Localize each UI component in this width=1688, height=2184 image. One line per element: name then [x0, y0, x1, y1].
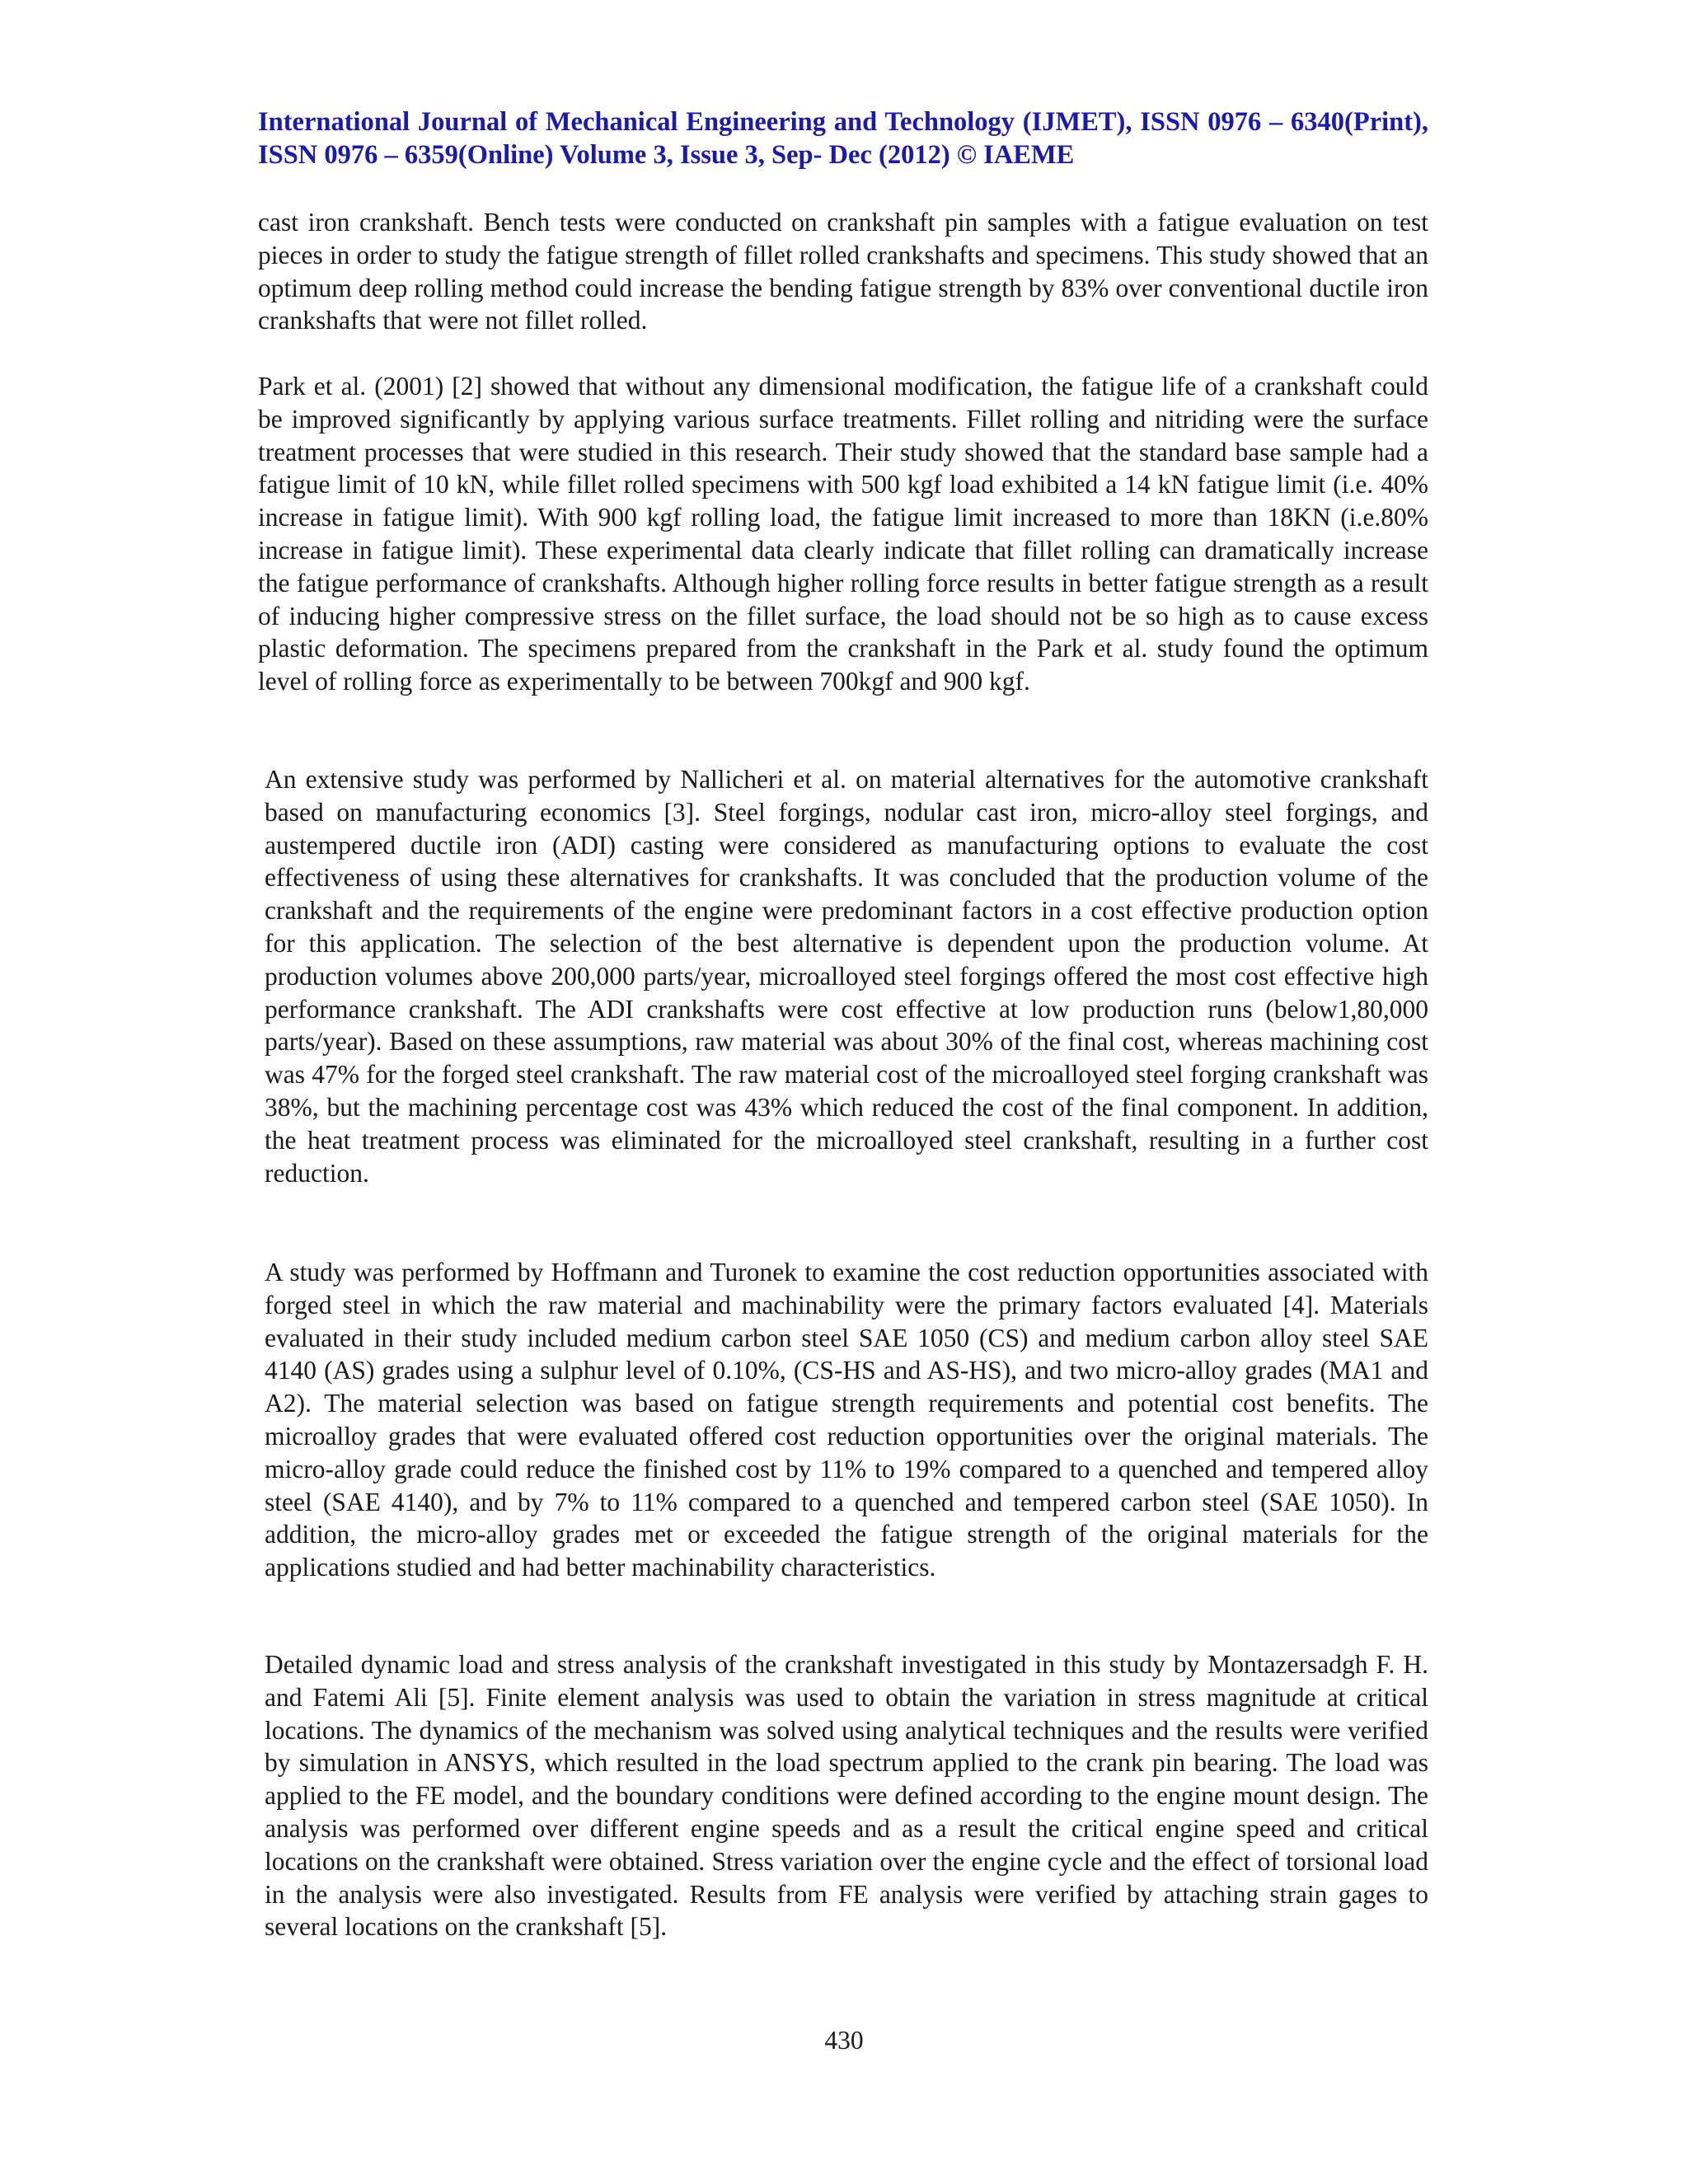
paragraph-fatigue-evaluation: cast iron crankshaft. Bench tests were conducted on crankshaft pin samples with a fatigue evaluation on test pieces in order to study the fatigue strength of fillet rolled crankshafts and specimens. This study showed that an optimum deep rolling method could increase the bending fatigue strength by 83% over conventional ductile iron crankshafts that were not fillet rolled. [258, 208, 1428, 335]
journal-header: International Journal of Mechanical Engineering and Technology (IJMET), ISSN 0976 – 6340(Print), ISSN 0976 – 6359(Online) Volume 3, Issue 3, Sep- Dec (2012) © IAEME [258, 107, 1428, 170]
paragraph-hoffmann-turonek-study: A study was performed by Hoffmann and Turonek to examine the cost reduction opportunities associated with forged steel in which the raw material and machinability were the primary factors evaluated [4]. Materials evaluated in their study included medium carbon steel SAE 1050 (CS) and medium carbon alloy steel SAE 4140 (AS) grades using a sulphur level of 0.10%, (CS-HS and AS-HS), and two micro-alloy grades (MA1 and A2). The material selection was based on fatigue strength requirements and potential cost benefits. The microalloy grades that were evaluated offered cost reduction opportunities over the original materials. The micro-alloy grade could reduce the finished cost by 11% to 19% compared to a quenched and tempered alloy steel (SAE 4140), and by 7% to 11% compared to a quenched and tempered carbon steel (SAE 1050). In addition, the micro-alloy grades met or exceeded the fatigue strength of the original materials for the applications studied and had better machinability characteristics. [265, 1258, 1428, 1582]
paragraph-nallicheri-study: An extensive study was performed by Nallicheri et al. on material alternatives for the automotive crankshaft based on manufacturing economics [3]. Steel forgings, nodular cast iron, micro-alloy steel forgings, and austempered ductile iron (ADI) casting were considered as manufacturing options to evaluate the cost effectiveness of using these alternatives for crankshafts. It was concluded that the production volume of the crankshaft and the requirements of the engine were predominant factors in a cost effective production option for this application. The selection of the best alternative is dependent upon the production volume. At production volumes above 200,000 parts/year, microalloyed steel forgings offered the most cost effective high performance crankshaft. The ADI crankshafts were cost effective at low production runs (below1,80,000 parts/year). Based on these assumptions, raw material was about 30% of the final cost, whereas machining cost was 47% for the forged steel crankshaft. The raw material cost of the microalloyed steel forging crankshaft was 38%, but the machining percentage cost was 43% which reduced the cost of the final component. In addition, the heat treatment process was eliminated for the microalloyed steel crankshaft, resulting in a further cost reduction. [265, 765, 1428, 1188]
paragraph-montazersadgh-fatemi-study: Detailed dynamic load and stress analysis of the crankshaft investigated in this study by Montazersadgh F. H. and Fatemi Ali [5]. Finite element analysis was used to obtain the variation in stress magnitude at critical locations. The dynamics of the mechanism was solved using analytical techniques and the results were verified by simulation in ANSYS, which resulted in the load spectrum applied to the crank pin bearing. The load was applied to the FE model, and the boundary conditions were defined according to the engine mount design. The analysis was performed over different engine speeds and as a result the critical engine speed and critical locations on the crankshaft were obtained. Stress variation over the engine cycle and the effect of torsional load in the analysis were also investigated. Results from FE analysis were verified by attaching strain gages to several locations on the crankshaft [5]. [265, 1650, 1428, 1942]
page-number: 430 [824, 2026, 864, 2055]
paragraph-park-et-al: Park et al. (2001) [2] showed that without any dimensional modification, the fatigue life of a crankshaft could be improved significantly by applying various surface treatments. Fillet rolling and nitriding were the surface treatment processes that were studied in this research. Their study showed that the standard base sample had a fatigue limit of 10 kN, while fillet rolled specimens with 500 kgf load exhibited a 14 kN fatigue limit (i.e. 40% increase in fatigue limit). With 900 kgf rolling load, the fatigue limit increased to more than 18KN (i.e.80% increase in fatigue limit). These experimental data clearly indicate that fillet rolling can dramatically increase the fatigue performance of crankshafts. Although higher rolling force results in better fatigue strength as a result of inducing higher compressive stress on the fillet surface, the load should not be so high as to cause excess plastic deformation. The specimens prepared from the crankshaft in the Park et al. study found the optimum level of rolling force as experimentally to be between 700kgf and 900 kgf. [258, 372, 1428, 696]
